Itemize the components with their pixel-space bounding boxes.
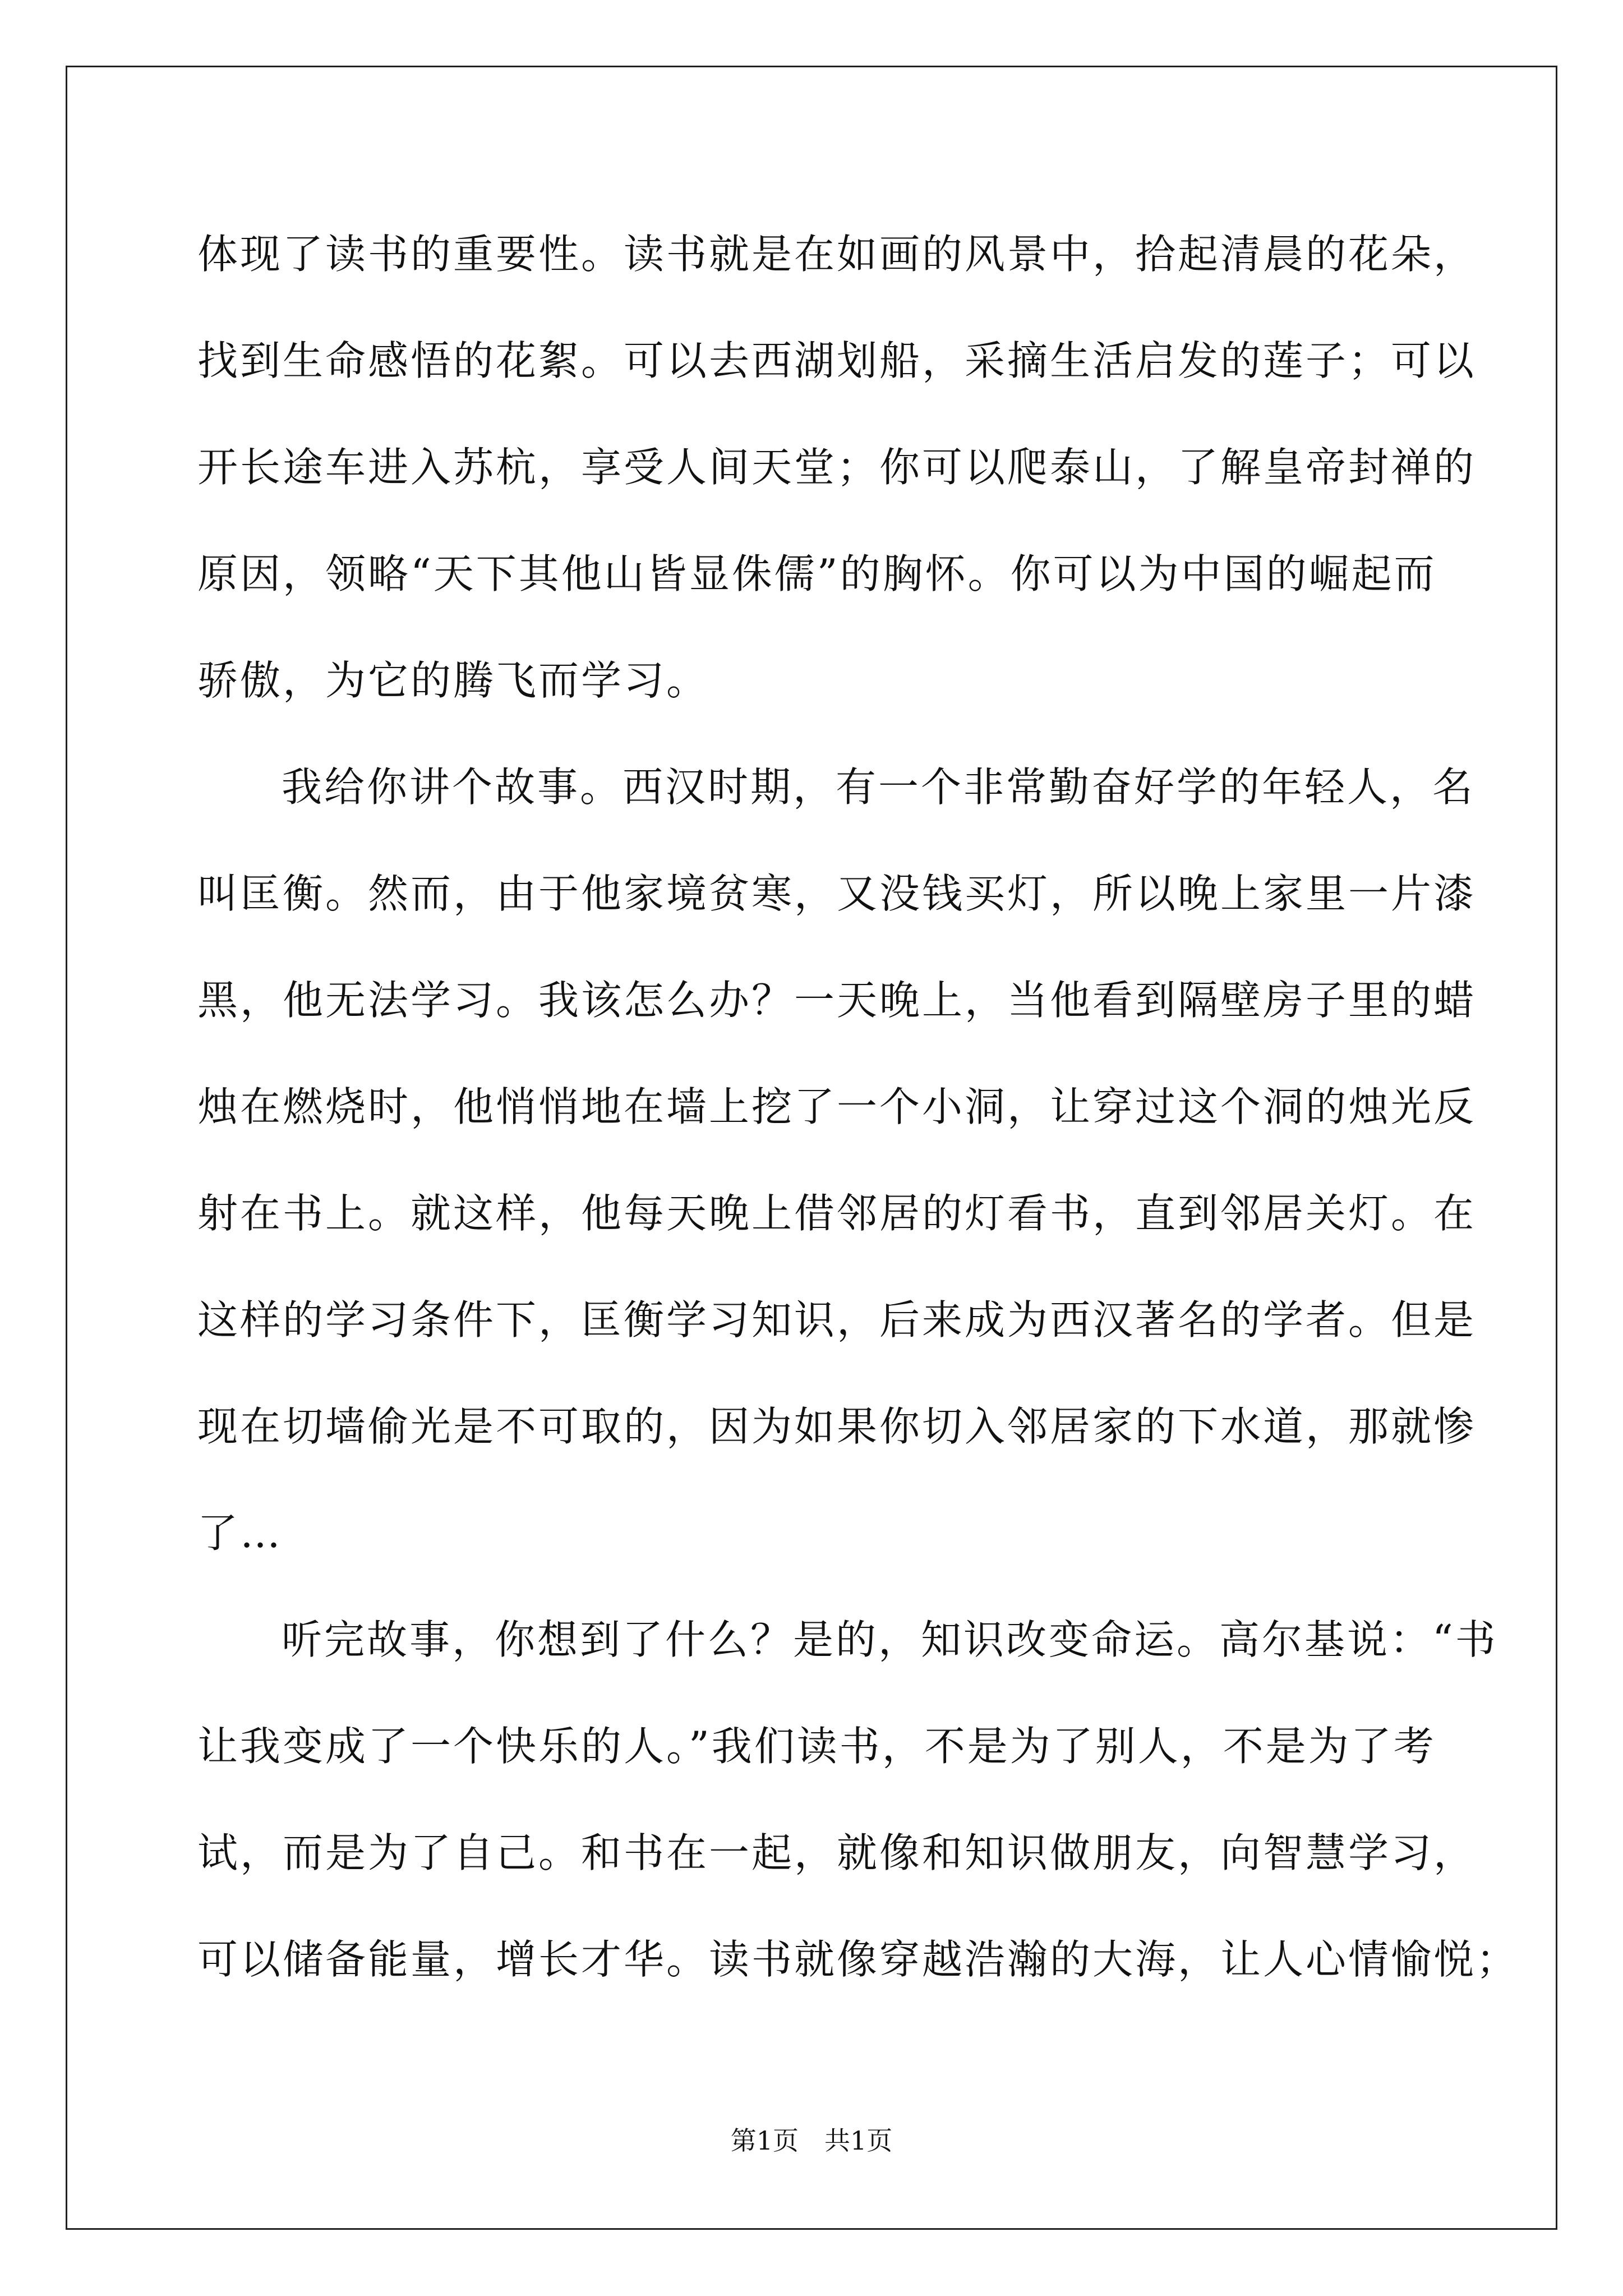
text-line-16: 试，而是为了自己。和书在一起，就像和知识做朋友，向智慧学习， [197,1829,1477,1876]
text-line-5: 骄傲，为它的腾飞而学习。 [197,657,709,704]
text-line-3: 开长途车进入苏杭，享受人间天堂；你可以爬泰山，了解皇帝封禅的 [197,444,1477,491]
text-line-7: 叫匡衡。然而，由于他家境贫寒，又没钱买灯，所以晚上家里一片漆 [197,870,1477,917]
document-body [197,201,1519,2013]
text-line-9: 烛在燃烧时，他悄悄地在墙上挖了一个小洞，让穿过这个洞的烛光反 [197,1083,1477,1130]
text-line-4: 原因，领略“天下其他山皆显侏儒”的胸怀。你可以为中国的崛起而 [197,550,1437,597]
text-line-1: 体现了读书的重要性。读书就是在如画的风景中，拾起清晨的花朵， [197,231,1477,278]
text-line-10: 射在书上。就这样，他每天晚上借邻居的灯看书，直到邻居关灯。在 [197,1190,1477,1237]
text-line-17: 可以储备能量，增长才华。读书就像穿越浩瀚的大海，让人心情愉悦； [197,1936,1519,1983]
text-line-15: 让我变成了一个快乐的人。”我们读书，不是为了别人，不是为了考 [197,1723,1436,1770]
text-line-13: 了… [197,1510,283,1557]
text-line-6: 我给你讲个故事。西汉时期，有一个非常勤奋好学的年轻人，名 [282,763,1476,811]
text-line-8: 黑，他无法学习。我该怎么办？一天晚上，当他看到隔壁房子里的蜡 [197,977,1477,1024]
page-number-footer: 第1页 共1页 [730,2125,893,2156]
text-line-11: 这样的学习条件下，匡衡学习知识，后来成为西汉著名的学者。但是 [197,1296,1477,1343]
text-line-14: 听完故事，你想到了什么？是的，知识改变命运。高尔基说：“书 [282,1616,1498,1663]
text-line-2: 找到生命感悟的花絮。可以去西湖划船，采摘生活启发的莲子；可以 [197,337,1477,384]
text-line-12: 现在切墙偷光是不可取的，因为如果你切入邻居家的下水道，那就惨 [197,1403,1477,1450]
